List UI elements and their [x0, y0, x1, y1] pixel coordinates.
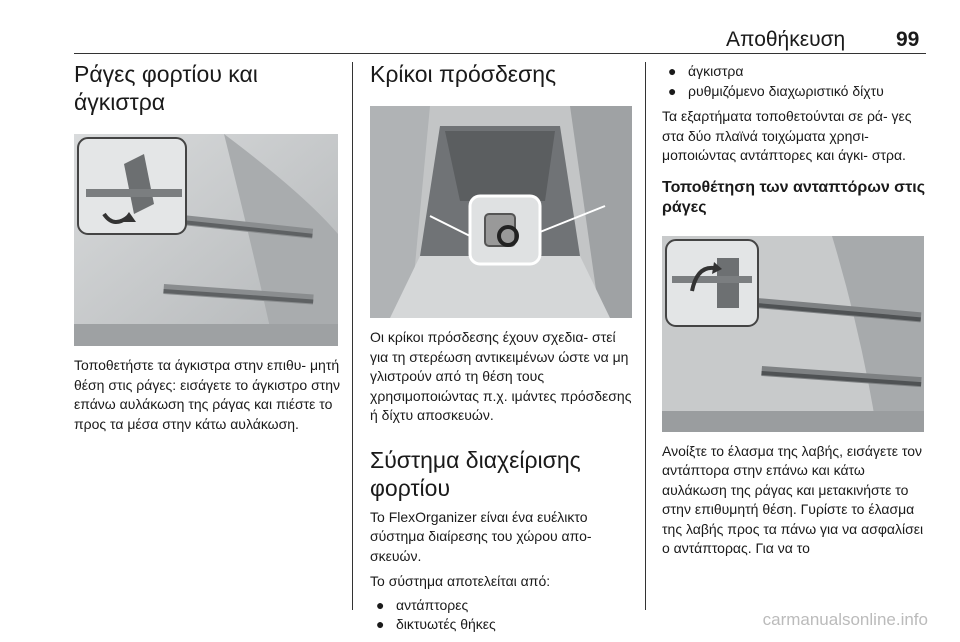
system-components-intro: Το σύστημα αποτελείται από:: [370, 573, 551, 589]
list-item: ● άγκιστρα: [668, 63, 744, 79]
page-number: 99: [896, 28, 920, 51]
rails-mounting-text: Τα εξαρτήματα τοποθετούνται σε ρά- γες στα δύο πλαϊνά τοιχώματα χρησι- μοποιώντας αντάπτορες και άγκι- στρα.: [662, 108, 912, 163]
list-item: ● αντάπτορες: [376, 596, 469, 613]
hook-instructions-text: Τοποθετήστε τα άγκιστρα στην επιθυ- μητή θέση στις ράγες: εισάγετε το άγκιστρο στην επάνω αυλάκωση της ράγας και πιέστε το προς τα μέσα στην κάτω αυλάκωση.: [74, 357, 341, 432]
watermark: carmanualsonline.info: [762, 610, 928, 629]
adapter-on-rail-photo: [662, 236, 924, 432]
cargo-rail-hook-photo: [74, 134, 338, 346]
components-list: [370, 596, 634, 635]
column-3: [662, 60, 927, 559]
list-item: ● ρυθμιζόμενο διαχωριστικό δίχτυ: [668, 82, 884, 99]
header-divider: [74, 53, 926, 54]
column-1: [74, 60, 342, 434]
components-list-continued: [662, 62, 927, 101]
column-2: [370, 60, 634, 635]
adapter-fitting-heading: Τοποθέτηση των ανταπτόρων στις ράγες: [662, 178, 926, 216]
section-heading: Ράγες φορτίου και άγκιστρα: [74, 61, 258, 115]
list-item: ● δικτυωτές θήκες: [376, 616, 496, 632]
lashing-eyes-text: Οι κρίκοι πρόσδεσης έχουν σχεδια- στεί για τη στερέωση αντικειμένων ώστε να μη γλιστρούν από τη θέση τους χρησιμοποιώντας π.χ. ιμάντες πρόσδεσης ή δίχτυ αποσκευών.: [370, 329, 632, 423]
adapter-instructions-text: Ανοίξτε το έλασμα της λαβής, εισάγετε τον αντάπτορα στην επάνω και κάτω αυλάκωση της ράγας και μετακινήστε το στην επιθυμητή θέση. Γυρίστε το έλασμα της λαβής προς τα πάνω για να ασφαλίσει ο αντάπτορας. Για να το: [662, 442, 924, 556]
column-divider: [645, 62, 646, 610]
lashing-eyes-photo: [370, 106, 632, 318]
load-management-heading: Σύστημα διαχείρισης φορτίου: [370, 446, 581, 501]
section-heading: Κρίκοι πρόσδεσης: [370, 61, 557, 87]
column-divider: [352, 62, 353, 610]
page-section-title: Αποθήκευση: [726, 28, 846, 51]
flexorganizer-text: Το FlexOrganizer είναι ένα ευέλικτο σύστημα διαίρεσης του χώρου απο- σκευών.: [370, 508, 592, 564]
